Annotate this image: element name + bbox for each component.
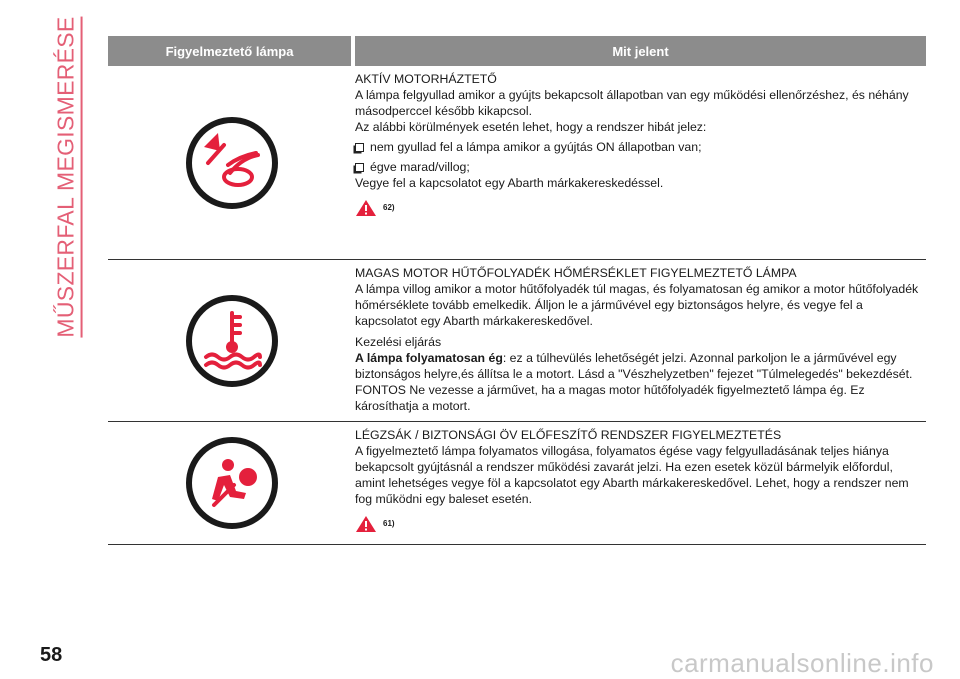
list-item-text: égve marad/villog; [370,160,470,174]
lamp-cell [108,422,355,544]
procedure-body: : ez a túlhevülés lehetőségét jelzi. Azonnal parkoljon le a járművével egy biztonságos helyre,és állítsa le a motort. Lásd a "Vészhelyzetben" fejezet "Túlmelegedés" bekezdését. [355,351,913,381]
warning-ref-number: 62) [383,203,395,212]
row-title: AKTÍV MOTORHÁZTETŐ [355,72,497,86]
table-row [108,260,926,422]
lamp-cell [108,260,355,421]
list-item [355,139,926,155]
warning-reference [355,515,926,533]
section-title-vertical [52,16,86,338]
table-row [108,422,926,545]
section-title-text: MŰSZERFAL MEGISMERÉSE [55,16,83,337]
bullet-icon [355,143,364,152]
lamp-cell [108,66,355,259]
table-row [108,66,926,260]
row-title: LÉGZSÁK / BIZTONSÁGI ÖV ELŐFESZÍTŐ RENDSZER FIGYELMEZTETÉS [355,428,782,442]
warning-ref-number: 61) [383,519,395,528]
meaning-cell [355,66,926,259]
procedure-title: Kezelési eljárás [355,335,442,349]
header-lamp: Figyelmeztető lámpa [108,36,351,66]
row-text: A lámpa felgyullad amikor a gyújts bekapcsolt állapotban van egy működési ellenőrzéshez, és néhány másodperccel később kikapcsol. [355,88,909,118]
coolant-temperature-icon [184,293,280,389]
list-item-text: nem gyullad fel a lámpa amikor a gyújtás ON állapotban van; [370,140,702,154]
header-meaning: Mit jelent [355,36,926,66]
warning-lamps-table [108,36,926,545]
row-title: MAGAS MOTOR HŰTŐFOLYADÉK HŐMÉRSÉKLET FIGYELMEZTETŐ LÁMPA [355,266,797,280]
procedure-bold: A lámpa folyamatosan ég [355,351,503,365]
warning-triangle-icon [355,515,377,533]
row-text: Az alábbi körülmények esetén lehet, hogy a rendszer hibát jelez: [355,120,707,134]
important-note: FONTOS Ne vezesse a járművet, ha a magas motor hűtőfolyadék figyelmeztető lámpa ég. Ez károsíthatja a motort. [355,383,865,413]
table-header [108,36,926,66]
list-item [355,159,926,175]
row-text: A lámpa villog amikor a motor hűtőfolyadék túl magas, és folyamatosan ég amikor a motor hűtőfolyadék hőmérséklete tovább emelkedik. Álljon le a járművével egy biztonságos helyre, és vegye fel a kapcsolatot egy Abarth márkakereskedővel. [355,282,919,328]
row-text: A figyelmeztető lámpa folyamatos villogása, folyamatos égése vagy felgyulladásának teljes hiánya bekapcsolt gyújtásnál a rendszer működési zavarát jelzi. Ha ezen esetek közül bármelyik előfordul, amint lehetséges vegye föl a kapcsolatot egy Abarth márkakereskedővel. Lehet, hogy a rendszer nem fog működni egy baleset esetén. [355,444,909,506]
watermark: carmanualsonline.info [670,648,934,678]
warning-triangle-icon [355,199,377,217]
meaning-cell [355,260,926,421]
page-number: 58 [40,644,63,666]
row-text: Vegye fel a kapcsolatot egy Abarth márkakereskedéssel. [355,176,664,190]
meaning-cell [355,422,926,544]
warning-reference [355,199,926,217]
bonnet-open-icon [184,115,280,211]
procedure-text [355,350,926,382]
bullet-icon [355,163,364,172]
airbag-seatbelt-icon [184,435,280,531]
